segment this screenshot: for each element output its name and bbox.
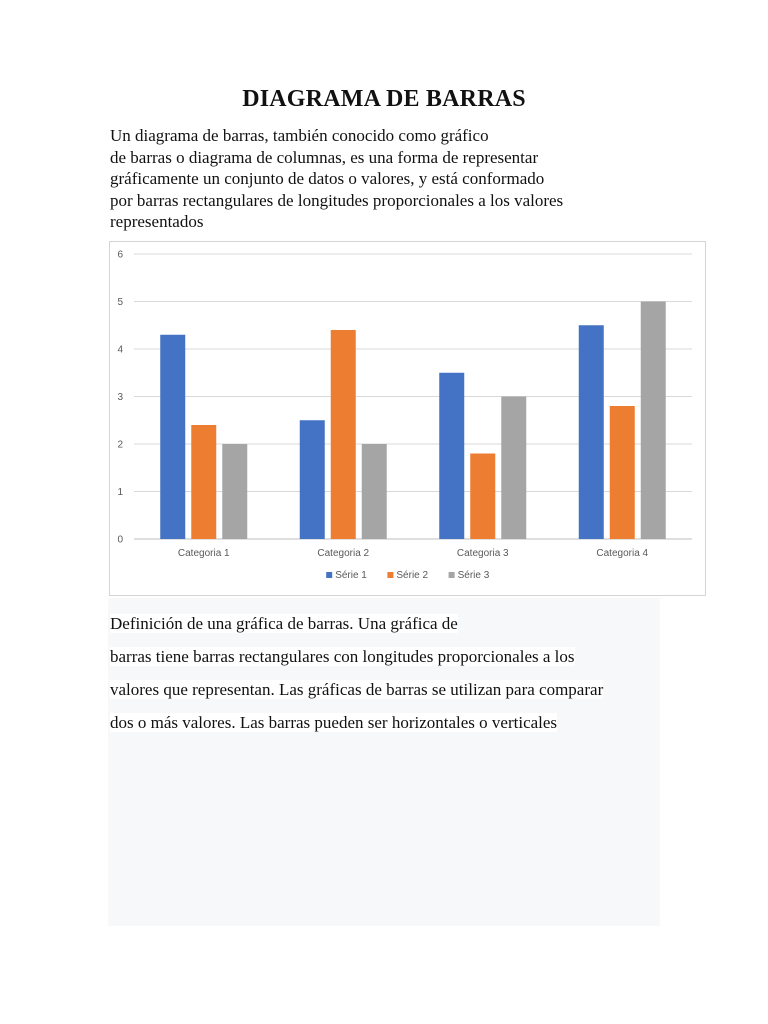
y-tick-label: 0 [117,534,123,546]
bar [579,325,604,539]
y-tick-label: 2 [117,439,123,451]
intro-line: representados [110,212,204,231]
bar [439,373,464,539]
definition-line [110,673,670,706]
bar-chart-svg [110,242,705,595]
definition-line [110,640,670,673]
definition-line-text: dos o más valores. Las barras pueden ser horizontales o verticales [110,713,558,732]
y-tick-label: 6 [117,249,123,261]
intro-line: gráficamente un conjunto de datos o valores, y está conformado [110,169,545,188]
y-tick-label: 4 [117,344,123,356]
category-label: Categoria 2 [317,548,370,559]
definition-line-text: Definición de una gráfica de barras. Una gráfica de [110,614,458,633]
bar [160,335,185,539]
y-tick-label: 3 [117,392,123,403]
bar [641,302,666,540]
bar [191,425,216,539]
definition-line-text: valores que representan. Las gráficas de barras se utilizan para comparar [110,680,604,699]
bar [470,454,495,540]
category-label: Categoria 1 [177,548,230,559]
definition-line [110,706,670,739]
legend-swatch [449,572,455,578]
bar [610,406,635,539]
intro-line: Un diagrama de barras, también conocido como gráfico [110,126,489,145]
legend-label: Série 2 [396,570,429,581]
definition-line-text: barras tiene barras rectangulares con longitudes proporcionales a los [110,647,575,666]
category-label: Categoria 4 [596,548,649,559]
bar-chart [109,241,706,596]
legend-label: Série 3 [457,570,490,581]
page-title: DIAGRAMA DE BARRAS [242,86,526,112]
intro-line: de barras o diagrama de columnas, es una forma de representar [110,147,539,167]
legend-swatch [326,572,332,578]
y-tick-label: 5 [117,297,123,308]
bar [222,444,247,539]
bar [331,330,356,539]
bar [300,420,325,539]
bar [501,397,526,540]
category-label: Categoria 3 [456,548,509,559]
y-tick-label: 1 [117,487,123,498]
bar [362,444,387,539]
intro-paragraph [110,125,630,233]
legend-swatch [387,572,393,578]
legend-label: Série 1 [335,570,367,581]
definition-line [110,607,670,640]
definition-paragraph [110,607,670,739]
intro-line: por barras rectangulares de longitudes proporcionales a los valores [110,190,564,210]
